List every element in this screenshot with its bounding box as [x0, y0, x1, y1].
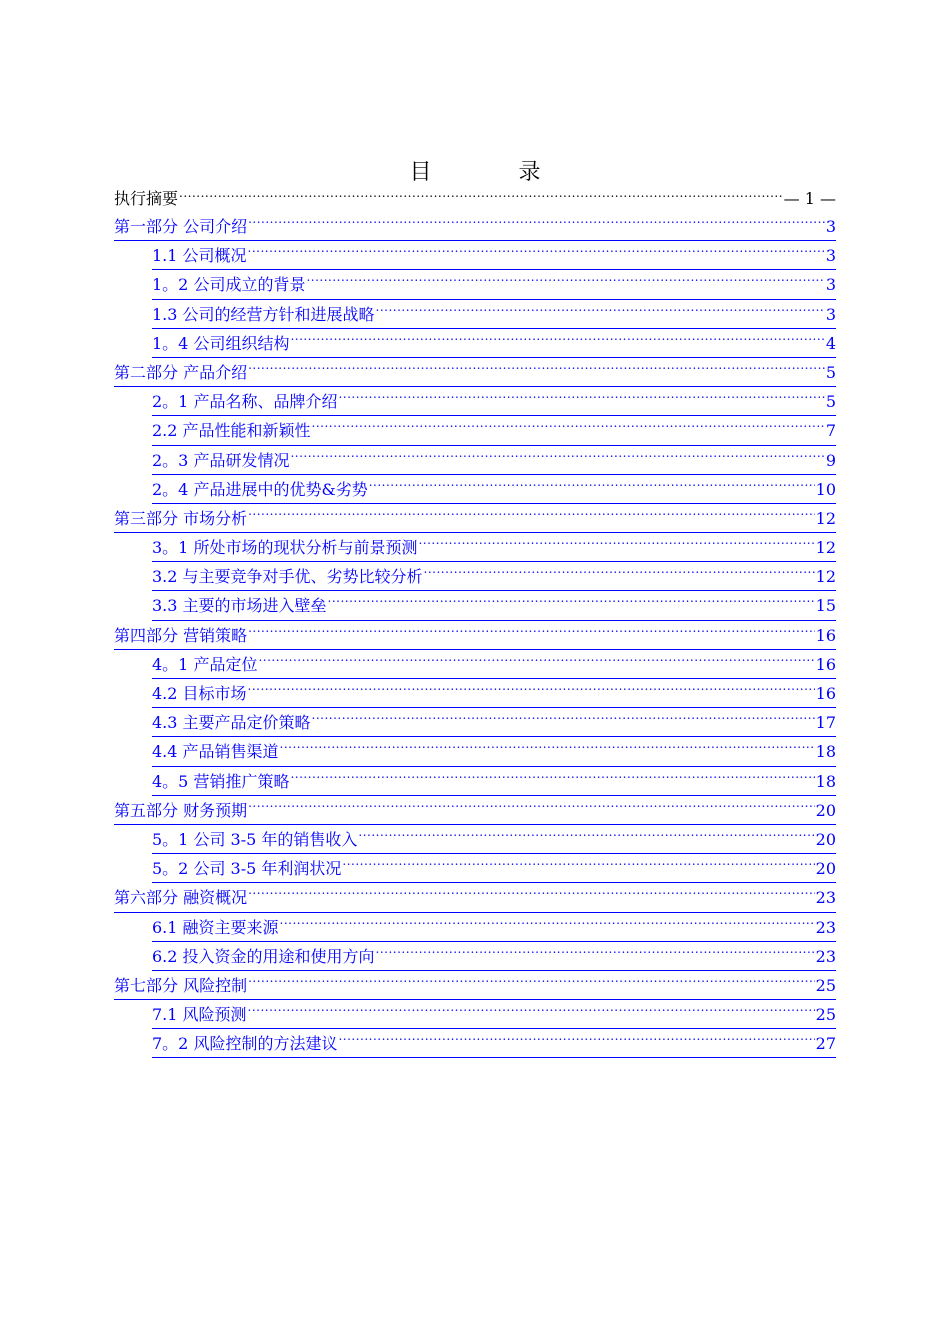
toc-entry-label: 4.2 目标市场: [152, 684, 247, 703]
toc-entry-label: 6.1 融资主要来源: [152, 917, 279, 937]
toc-entry-label: 5。1 公司 3-5 年的销售收入: [152, 829, 358, 849]
toc-subsection-link[interactable]: [152, 737, 836, 766]
toc-dot-leader: [248, 975, 815, 991]
toc-entry-label: 2。3 产品研发情况: [152, 450, 290, 470]
toc-dot-leader: [338, 1033, 814, 1049]
toc-page-number: 23: [815, 917, 836, 937]
toc-subsection-link[interactable]: [152, 650, 836, 679]
toc-page-number: 23: [815, 888, 836, 908]
toc-entry: [114, 186, 836, 212]
toc-dot-leader: [312, 420, 825, 436]
toc-dot-leader: [280, 741, 815, 757]
toc-page-number: 12: [815, 538, 836, 558]
toc-section-link[interactable]: [114, 358, 836, 387]
toc-section-link[interactable]: [114, 212, 836, 241]
toc-dot-leader: [179, 188, 783, 204]
toc-entry-label: 执行摘要: [114, 189, 179, 208]
toc-dot-leader: [248, 1004, 815, 1020]
toc-page-number: 16: [815, 625, 836, 645]
toc-subsection-link[interactable]: [152, 416, 836, 445]
toc-subsection-link[interactable]: [152, 767, 836, 796]
toc-page-number: 3: [825, 275, 836, 295]
toc-page-number: 16: [815, 684, 836, 703]
toc-entry-label: 7.1 风险预测: [152, 1005, 247, 1025]
toc-entry-label: 2.2 产品性能和新颖性: [152, 421, 311, 441]
toc-subsection-link[interactable]: [152, 387, 836, 416]
toc-dot-leader: [338, 391, 824, 407]
toc-entry-label: 第五部分 财务预期: [114, 800, 248, 820]
toc-entry-label: 第四部分 营销策略: [114, 625, 248, 645]
toc-entry-label: 第一部分 公司介绍: [114, 217, 248, 236]
toc-page-number: 3: [825, 304, 836, 324]
toc-entry-label: 4.3 主要产品定价策略: [152, 713, 311, 733]
page-title: 目 录: [409, 160, 581, 185]
toc-entry-label: 第三部分 市场分析: [114, 508, 248, 528]
toc-section-link[interactable]: [114, 504, 836, 533]
toc-subsection-link[interactable]: [152, 708, 836, 737]
toc-page-number: 25: [815, 1005, 836, 1025]
toc-entry-label: 3。1 所处市场的现状分析与前景预测: [152, 538, 418, 558]
toc-dot-leader: [248, 362, 825, 378]
toc-entry-label: 4。5 营销推广策略: [152, 771, 290, 791]
toc-subsection-link[interactable]: [152, 679, 836, 708]
toc-page-number: 17: [815, 713, 836, 733]
toc-entry-label: 1.3 公司的经营方针和进展战略: [152, 304, 375, 324]
toc-dot-leader: [248, 508, 815, 524]
toc-dot-leader: [376, 304, 825, 320]
toc-subsection-link[interactable]: [152, 825, 836, 854]
toc-dot-leader: [248, 245, 825, 261]
toc-page-number: 20: [815, 829, 836, 849]
toc-subsection-link[interactable]: [152, 1000, 836, 1029]
toc-dot-leader: [312, 712, 815, 728]
toc-page-number: 16: [815, 654, 836, 674]
toc-dot-leader: [306, 274, 824, 290]
toc-page-number: 4: [825, 333, 836, 353]
toc-entry-label: 3.2 与主要竞争对手优、劣势比较分析: [152, 567, 423, 587]
toc-dot-leader: [418, 537, 814, 553]
toc-subsection-link[interactable]: [152, 1029, 836, 1058]
toc-page-number: 18: [815, 771, 836, 791]
toc-subsection-link[interactable]: [152, 270, 836, 299]
toc-subsection-link[interactable]: [152, 854, 836, 883]
toc-entry-label: 6.2 投入资金的用途和使用方向: [152, 946, 375, 966]
toc-entry-label: 1。2 公司成立的背景: [152, 275, 306, 295]
toc-subsection-link[interactable]: [152, 942, 836, 971]
toc-subsection-link[interactable]: [152, 446, 836, 475]
toc-page-number: 3: [825, 246, 836, 266]
toc-entry-label: 2。1 产品名称、品牌介绍: [152, 392, 338, 412]
toc-page-number: 20: [815, 859, 836, 879]
toc-page-number: 10: [815, 479, 836, 499]
toc-page-number: 20: [815, 800, 836, 820]
toc-page-number: 23: [815, 946, 836, 966]
table-of-contents: [114, 186, 836, 1058]
toc-subsection-link[interactable]: [152, 241, 836, 270]
toc-entry-label: 1.1 公司概况: [152, 246, 247, 266]
toc-section-link[interactable]: [114, 796, 836, 825]
toc-dot-leader: [290, 333, 824, 349]
toc-page-number: 9: [825, 450, 836, 470]
toc-dot-leader: [258, 654, 814, 670]
toc-page-number: 5: [825, 392, 836, 412]
toc-subsection-link[interactable]: [152, 591, 836, 620]
toc-subsection-link[interactable]: [152, 533, 836, 562]
toc-entry-label: 3.3 主要的市场进入壁垒: [152, 596, 327, 616]
toc-page-number: 27: [815, 1034, 836, 1054]
toc-dot-leader: [290, 450, 824, 466]
toc-entry-label: 4。1 产品定位: [152, 654, 258, 674]
toc-page-number: 18: [815, 742, 836, 762]
toc-entry-label: 4.4 产品销售渠道: [152, 742, 279, 762]
toc-subsection-link[interactable]: [152, 329, 836, 358]
toc-entry-label: 2。4 产品进展中的优势&劣势: [152, 479, 368, 499]
toc-dot-leader: [376, 946, 815, 962]
toc-dot-leader: [280, 917, 815, 933]
toc-section-link[interactable]: [114, 883, 836, 912]
toc-section-link[interactable]: [114, 621, 836, 650]
toc-dot-leader: [290, 771, 814, 787]
toc-dot-leader: [369, 479, 815, 495]
toc-dot-leader: [248, 800, 815, 816]
toc-page-number: — 1 —: [783, 189, 836, 208]
toc-subsection-link[interactable]: [152, 913, 836, 942]
toc-entry-label: 1。4 公司组织结构: [152, 333, 290, 353]
toc-page-number: 7: [825, 421, 836, 441]
toc-page-number: 25: [815, 975, 836, 995]
toc-dot-leader: [424, 566, 815, 582]
toc-subsection-link[interactable]: [152, 562, 836, 591]
toc-page-number: 12: [815, 567, 836, 587]
toc-dot-leader: [248, 683, 815, 699]
toc-page-number: 3: [825, 217, 836, 236]
toc-page-number: 12: [815, 508, 836, 528]
toc-entry-label: 7。2 风险控制的方法建议: [152, 1034, 338, 1054]
toc-page-number: 15: [815, 596, 836, 616]
toc-dot-leader: [342, 858, 814, 874]
toc-entry-label: 5。2 公司 3-5 年利润状况: [152, 859, 342, 879]
toc-dot-leader: [248, 887, 815, 903]
toc-dot-leader: [248, 216, 825, 232]
toc-subsection-link[interactable]: [152, 475, 836, 504]
toc-entry-label: 第六部分 融资概况: [114, 888, 248, 908]
toc-dot-leader: [248, 625, 815, 641]
toc-dot-leader: [328, 595, 815, 611]
toc-entry-label: 第七部分 风险控制: [114, 975, 248, 995]
toc-page-number: 5: [825, 362, 836, 382]
toc-section-link[interactable]: [114, 971, 836, 1000]
toc-subsection-link[interactable]: [152, 300, 836, 329]
toc-entry-label: 第二部分 产品介绍: [114, 362, 248, 382]
toc-dot-leader: [358, 829, 814, 845]
